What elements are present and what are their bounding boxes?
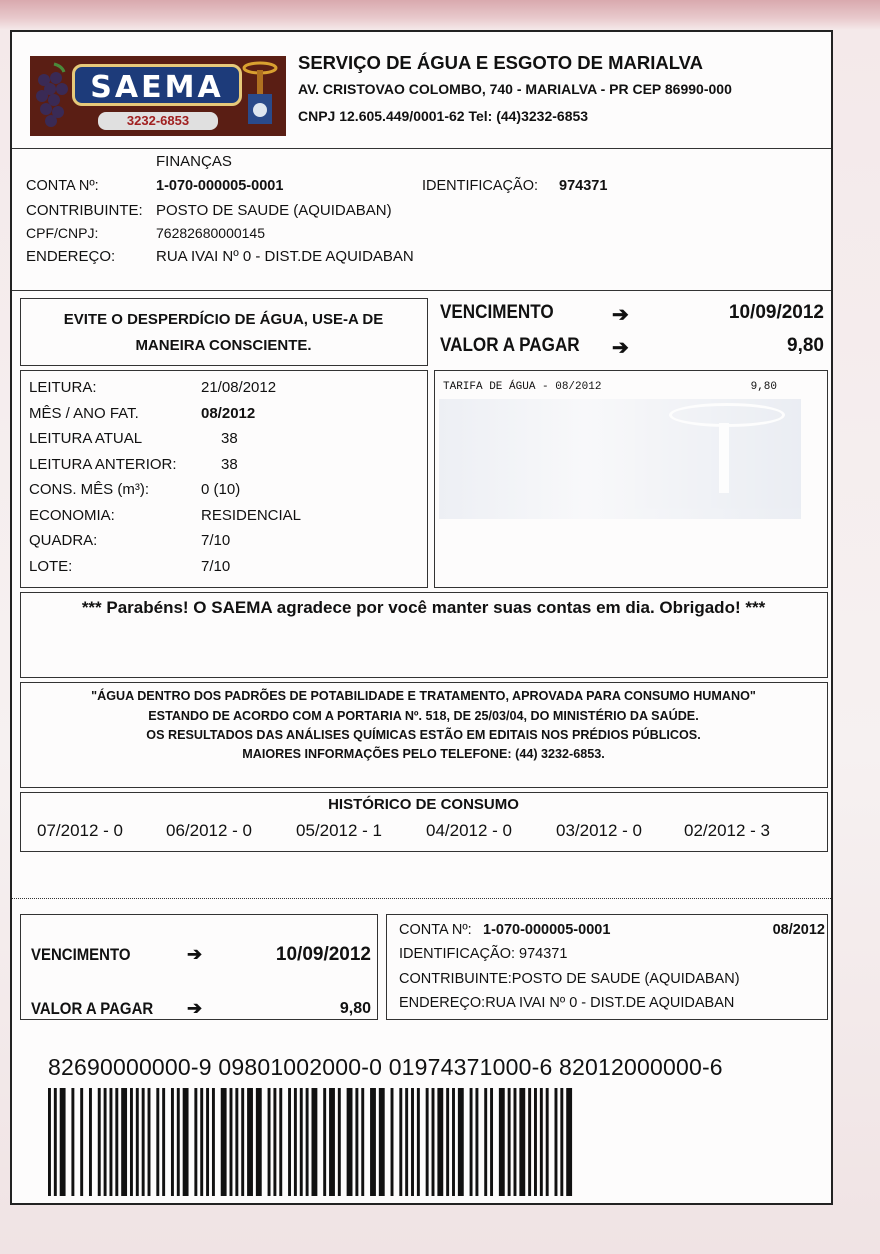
reading-value: 0 (10) <box>201 481 241 498</box>
barcode-bar <box>104 1088 107 1196</box>
bill-sheet <box>10 30 833 1205</box>
barcode-bar <box>235 1088 238 1196</box>
divider <box>12 290 831 291</box>
barcode-digits: 82690000000-9 09801002000-0 01974371000-6 82012000000-6 <box>48 1054 723 1080</box>
barcode-bar <box>508 1088 511 1196</box>
stub-contrib: CONTRIBUINTE:POSTO DE SAUDE (AQUIDABAN) <box>399 971 740 987</box>
barcode-bar <box>361 1088 364 1196</box>
barcode-bar <box>534 1088 537 1196</box>
amount-label: VALOR A PAGAR <box>440 335 580 356</box>
due-label: VENCIMENTO <box>440 302 554 323</box>
barcode-bar <box>54 1088 57 1196</box>
due-date: 10/09/2012 <box>728 302 824 323</box>
stub-conta-label: CONTA Nº: <box>399 922 472 938</box>
stub-amount-value: 9,80 <box>339 1000 371 1017</box>
tariff-value: 9,80 <box>750 381 777 393</box>
arrow-right-icon: ➔ <box>187 998 203 1018</box>
company-name: SERVIÇO DE ÁGUA E ESGOTO DE MARIALVA <box>298 52 703 73</box>
barcode-bar <box>80 1088 83 1196</box>
contrib-label: CONTRIBUINTE: <box>26 202 143 219</box>
history-item: 04/2012 - 0 <box>426 821 513 840</box>
barcode-bar <box>279 1088 282 1196</box>
stub-conta-value: 1-070-000005-0001 <box>483 922 611 938</box>
barcode-bar <box>109 1088 112 1196</box>
barcode-bar <box>294 1088 297 1196</box>
barcode-bar <box>89 1088 92 1196</box>
cpf-value: 76282680000145 <box>156 225 266 241</box>
reading-label: LOTE: <box>29 557 73 575</box>
reading-label: LEITURA: <box>29 379 97 396</box>
barcode-bar <box>417 1088 420 1196</box>
conta-value: 1-070-000005-0001 <box>156 178 284 194</box>
barcode-bar <box>347 1088 353 1196</box>
barcode-bar <box>432 1088 435 1196</box>
thanks-box <box>20 592 828 678</box>
barcode-bar <box>458 1088 464 1196</box>
barcode-bar <box>484 1088 487 1196</box>
logo-brand: SAEMA <box>90 70 224 105</box>
stub-due-label: VENCIMENTO <box>31 945 131 964</box>
barcode-bar <box>247 1088 253 1196</box>
quality-line-4: MAIORES INFORMAÇÕES PELO TELEFONE: (44) 3232-6853. <box>242 747 605 761</box>
barcode-bar <box>338 1088 341 1196</box>
barcode-bar <box>230 1088 233 1196</box>
quality-box <box>20 682 828 788</box>
endereco-value: RUA IVAI Nº 0 - DIST.DE AQUIDABAN <box>156 248 414 265</box>
reading-value: 38 <box>221 430 238 447</box>
barcode-bar <box>411 1088 414 1196</box>
barcode-bar <box>555 1088 558 1196</box>
barcode-bar <box>200 1088 203 1196</box>
endereco-label: ENDEREÇO: <box>26 248 116 265</box>
barcode-bar <box>370 1088 376 1196</box>
notice-box <box>20 298 428 366</box>
reading-value: 38 <box>221 455 238 473</box>
history-title: HISTÓRICO DE CONSUMO <box>328 796 519 813</box>
barcode-bar <box>288 1088 291 1196</box>
barcode-bar <box>546 1088 549 1196</box>
barcode-bar <box>142 1088 145 1196</box>
reading-value: RESIDENCIAL <box>201 506 302 524</box>
watermark-photo <box>439 399 801 519</box>
stub-due-box <box>20 914 378 1020</box>
reading-value: 08/2012 <box>201 404 256 422</box>
conta-label: CONTA Nº: <box>26 178 99 194</box>
ident-value: 974371 <box>559 178 608 194</box>
barcode-bar <box>268 1088 271 1196</box>
barcode-bar <box>329 1088 335 1196</box>
quality-line-3: OS RESULTADOS DAS ANÁLISES QUÍMICAS ESTÃO EM EDITAIS NOS PRÉDIOS PÚBLICOS. <box>146 728 701 742</box>
barcode-bar <box>379 1088 385 1196</box>
saema-logo <box>30 56 286 136</box>
barcode-bar <box>405 1088 408 1196</box>
stub-account-box <box>386 914 828 1020</box>
history-item: 05/2012 - 1 <box>296 821 383 840</box>
reading-value: 21/08/2012 <box>201 379 277 396</box>
barcode-bar <box>136 1088 139 1196</box>
barcode-bar <box>177 1088 180 1196</box>
stub-amount-label: VALOR A PAGAR <box>31 999 154 1018</box>
barcode-bar <box>566 1088 572 1196</box>
amount-value: 9,80 <box>787 335 824 356</box>
barcode-bar <box>273 1088 276 1196</box>
barcode-bar <box>194 1088 197 1196</box>
barcode-bar <box>499 1088 505 1196</box>
barcode-bar <box>514 1088 517 1196</box>
stub-due-date: 10/09/2012 <box>275 944 371 965</box>
barcode-bar <box>470 1088 473 1196</box>
barcode-bar <box>446 1088 449 1196</box>
grapes-icon <box>34 62 72 132</box>
arrow-right-icon: ➔ <box>612 304 629 326</box>
barcode <box>48 1088 575 1196</box>
notice-line-2: MANEIRA CONSCIENTE. <box>135 337 312 354</box>
barcode-bar <box>355 1088 358 1196</box>
reading-label: CONS. MÊS (m³): <box>29 481 149 498</box>
barcode-bar <box>528 1088 531 1196</box>
barcode-bar <box>300 1088 303 1196</box>
history-box <box>20 792 828 852</box>
reading-label: QUADRA: <box>29 532 98 549</box>
barcode-bar <box>121 1088 127 1196</box>
barcode-bar <box>560 1088 563 1196</box>
reading-value: 7/10 <box>201 532 231 549</box>
company-cnpj-phone: CNPJ 12.605.449/0001-62 Tel: (44)3232-6853 <box>298 108 589 124</box>
valve-icon <box>240 60 280 132</box>
logo-phone: 3232-6853 <box>98 112 218 130</box>
quality-line-1: "ÁGUA DENTRO DOS PADRÕES DE POTABILIDADE E TRATAMENTO, APROVADA PARA CONSUMO HUMANO" <box>91 689 756 703</box>
history-item: 07/2012 - 0 <box>37 821 124 840</box>
barcode-bar <box>171 1088 174 1196</box>
tariff-box <box>434 370 828 588</box>
barcode-bar <box>212 1088 215 1196</box>
barcode-bar <box>221 1088 227 1196</box>
barcode-bar <box>519 1088 525 1196</box>
barcode-bar <box>206 1088 209 1196</box>
contrib-value: POSTO DE SAUDE (AQUIDABAN) <box>156 202 392 219</box>
barcode-bar <box>115 1088 118 1196</box>
barcode-bar <box>98 1088 101 1196</box>
barcode-bar <box>48 1088 51 1196</box>
history-item: 06/2012 - 0 <box>166 821 253 840</box>
barcode-bar <box>148 1088 151 1196</box>
logo-band <box>72 64 242 106</box>
reading-label: LEITURA ATUAL <box>29 430 143 447</box>
quality-line-2: ESTANDO DE ACORDO COM A PORTARIA Nº. 518, DE 25/03/04, DO MINISTÉRIO DA SAÚDE. <box>148 709 699 723</box>
barcode-bar <box>426 1088 429 1196</box>
reading-label: LEITURA ANTERIOR: <box>29 455 177 473</box>
barcode-bar <box>312 1088 318 1196</box>
arrow-right-icon: ➔ <box>187 944 203 964</box>
notice-line-1: EVITE O DESPERDÍCIO DE ÁGUA, USE-A DE <box>63 311 384 328</box>
barcode-bar <box>183 1088 189 1196</box>
barcode-bar <box>399 1088 402 1196</box>
section-label: FINANÇAS <box>156 153 232 170</box>
barcode-bar <box>540 1088 543 1196</box>
reading-label: MÊS / ANO FAT. <box>29 404 139 422</box>
barcode-bar <box>241 1088 244 1196</box>
reading-box <box>20 370 428 588</box>
barcode-bar <box>162 1088 165 1196</box>
ident-label: IDENTIFICAÇÃO: <box>422 178 539 194</box>
reading-value: 7/10 <box>201 557 231 575</box>
barcode-bar <box>256 1088 262 1196</box>
divider <box>12 148 831 149</box>
thanks-message: *** Parabéns! O SAEMA agradece por você manter suas contas em dia. Obrigado! *** <box>81 598 766 617</box>
company-address: AV. CRISTOVAO COLOMBO, 740 - MARIALVA - PR CEP 86990-000 <box>298 81 732 97</box>
cut-line <box>12 898 831 899</box>
arrow-right-icon: ➔ <box>612 337 629 359</box>
history-item: 03/2012 - 0 <box>556 821 643 840</box>
reading-label: ECONOMIA: <box>29 506 115 524</box>
barcode-bar <box>490 1088 493 1196</box>
barcode-bar <box>391 1088 394 1196</box>
stub-ident: IDENTIFICAÇÃO: 974371 <box>399 946 568 962</box>
barcode-bar <box>60 1088 66 1196</box>
barcode-bar <box>156 1088 159 1196</box>
history-item: 02/2012 - 3 <box>684 821 771 840</box>
stub-ref: 08/2012 <box>772 922 825 938</box>
barcode-bar <box>323 1088 326 1196</box>
cpf-label: CPF/CNPJ: <box>26 225 99 241</box>
barcode-bar <box>306 1088 309 1196</box>
barcode-bar <box>452 1088 455 1196</box>
barcode-bar <box>71 1088 74 1196</box>
stub-endereco: ENDEREÇO:RUA IVAI Nº 0 - DIST.DE AQUIDABAN <box>399 995 735 1011</box>
barcode-bar <box>130 1088 133 1196</box>
barcode-bar <box>475 1088 478 1196</box>
barcode-bar <box>437 1088 443 1196</box>
tariff-desc: TARIFA DE ÁGUA - 08/2012 <box>443 381 602 393</box>
